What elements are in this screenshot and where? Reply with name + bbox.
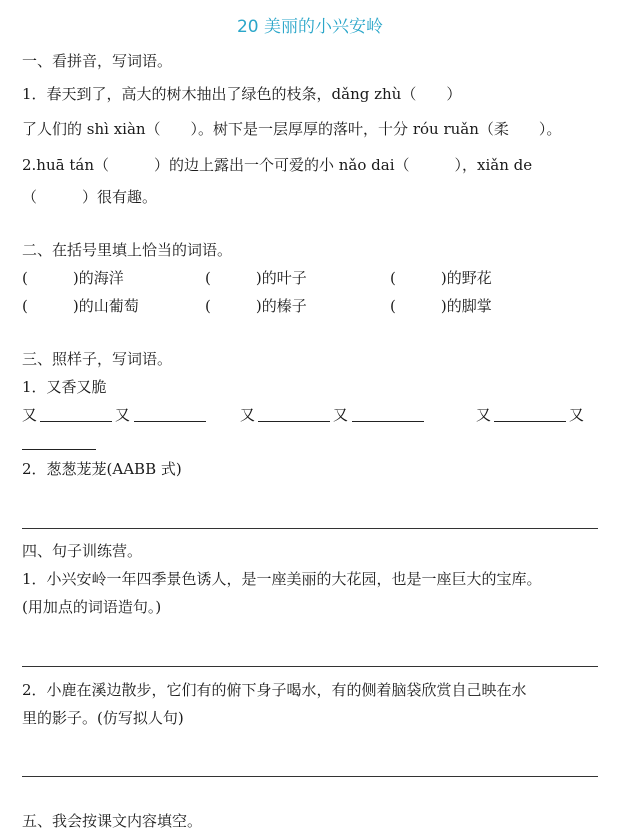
section-4-q1-line2: (用加点的词语造句。): [22, 598, 162, 616]
you-char: 又: [476, 406, 492, 424]
section-4-q2-line1: 2．小鹿在溪边散步，它们有的俯下身子喝水，有的侧着脑袋欣赏自己映在水: [22, 681, 527, 699]
answer-line-1[interactable]: [22, 528, 598, 529]
fill-item-grapes[interactable]: ( )的山葡萄: [22, 297, 139, 315]
you-char: 又: [115, 406, 131, 424]
section-1-q2-line1: 2.huā tán（ ）的边上露出一个可爱的小 nǎo dai（ ），xiǎn de: [22, 156, 533, 174]
section-4-q1-line1: 1．小兴安岭一年四季景色诱人，是一座美丽的大花园，也是一座巨大的宝库。: [22, 570, 542, 588]
you-char: 又: [333, 406, 349, 424]
section-2-heading: 二、在括号里填上恰当的词语。: [22, 241, 233, 259]
blank-3[interactable]: [258, 421, 330, 422]
section-1-q2-line2: （ ）很有趣。: [22, 188, 158, 206]
answer-line-3[interactable]: [22, 776, 598, 777]
blank-2[interactable]: [134, 421, 206, 422]
section-1-q1-line2: 了人们的 shì xiàn（ ）。树下是一层厚厚的落叶，十分 róu ruǎn（柔 ）。: [22, 120, 562, 138]
blank-1[interactable]: [40, 421, 112, 422]
you-char: 又: [22, 406, 38, 424]
fill-item-leaves[interactable]: ( )的叶子: [205, 269, 307, 287]
page-title: 20 美丽的小兴安岭: [236, 17, 384, 37]
section-3-heading: 三、照样子，写词语。: [22, 350, 173, 368]
blank-5[interactable]: [494, 421, 566, 422]
fill-item-paws[interactable]: ( )的脚掌: [390, 297, 492, 315]
fill-item-hazelnuts[interactable]: ( )的榛子: [205, 297, 307, 315]
fill-item-ocean[interactable]: ( )的海洋: [22, 269, 124, 287]
you-char: 又: [240, 406, 256, 424]
blank-6[interactable]: [22, 449, 96, 450]
section-5-heading: 五、我会按课文内容填空。: [22, 812, 203, 830]
section-4-heading: 四、句子训练营。: [22, 542, 143, 560]
fill-item-wildflowers[interactable]: ( )的野花: [390, 269, 492, 287]
blank-4[interactable]: [352, 421, 424, 422]
section-3-q2: 2．葱葱茏茏(AABB 式): [22, 460, 182, 478]
section-4-q2-line2: 里的影子。(仿写拟人句): [22, 709, 184, 727]
section-3-example: 1．又香又脆: [22, 378, 107, 396]
section-1-heading: 一、看拼音，写词语。: [22, 52, 173, 70]
you-char: 又: [569, 406, 585, 424]
answer-line-2[interactable]: [22, 666, 598, 667]
section-1-q1-line1: 1．春天到了，高大的树木抽出了绿色的枝条，dǎng zhù（ ）: [22, 85, 462, 103]
